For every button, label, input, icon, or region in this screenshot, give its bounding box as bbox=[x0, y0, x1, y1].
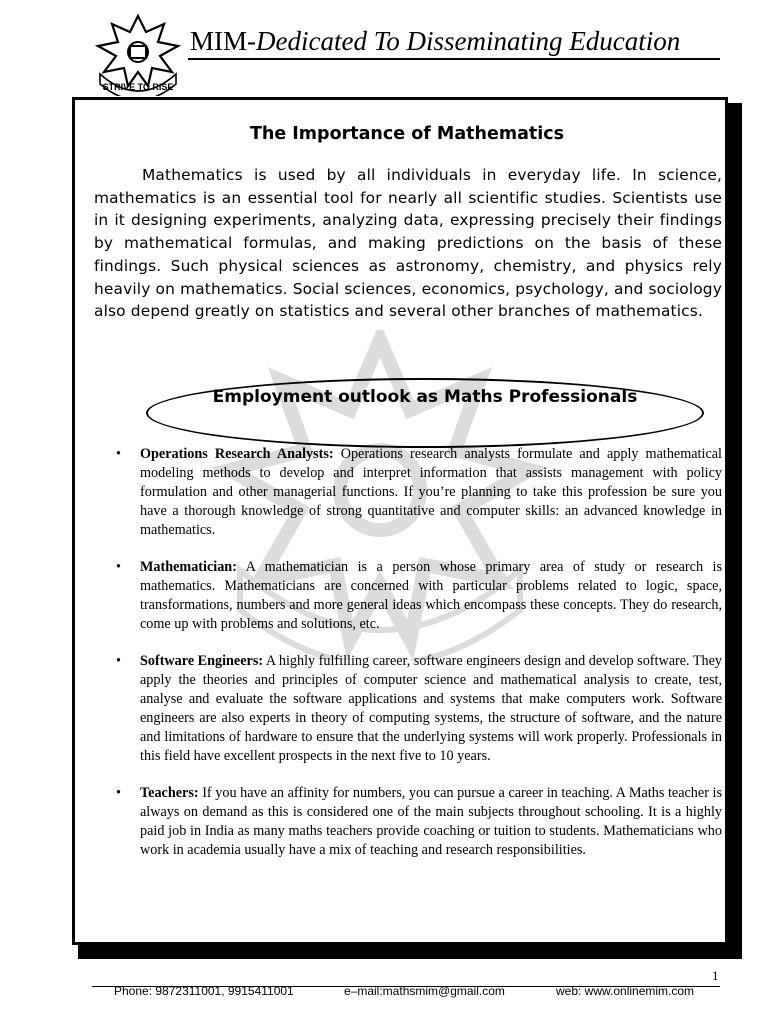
mim-logo bbox=[92, 12, 184, 96]
bullet-icon: • bbox=[116, 559, 121, 575]
page-title: The Importance of Mathematics bbox=[249, 124, 565, 144]
bullet-icon: • bbox=[116, 653, 121, 669]
list-item bbox=[112, 445, 722, 540]
header-brand: MIM bbox=[190, 26, 248, 56]
intro-paragraph: Mathematics is used by all individuals in everyday life. In science, mathematics is an essential tool for nearly all scientific studies. Scientists use in it designing experiments, analyzing data, expressing precisely their findings by mathematical formulas, and making predictions on the basis of these findings. Such physical sciences as astronomy, chemistry, and physics rely heavily on mathematics. Social sciences, economics, psychology, and sociology also depend greatly on statistics and several other branches of mathematics. bbox=[94, 166, 722, 321]
career-text: A mathematician is a person whose primary area of study or research is mathematics. Mathematicians are concerned with particular problems related to logic, space, transformations, numbers and more general ideas which encompass these concepts. They do research, come up with problems and solutions, etc. bbox=[140, 559, 722, 632]
career-term: Operations Research Analysts: bbox=[140, 446, 334, 462]
list-item bbox=[112, 652, 722, 766]
footer-email[interactable]: e–mail:mathsmim@gmail.com bbox=[344, 984, 505, 998]
career-term: Mathematician: bbox=[140, 559, 237, 575]
career-text: If you have an affinity for numbers, you can pursue a career in teaching. A Maths teacher is always on demand as this is considered one of the main subjects throughout schooling. It is a highly paid job in India as many maths teachers provide coaching or tuition to students. Mathematicians who work in academia usually have a mix of teaching and research responsibilities. bbox=[140, 785, 722, 858]
section-heading: Employment outlook as Maths Professionals bbox=[212, 387, 638, 407]
footer-phone: Phone: 9872311001, 9915411001 bbox=[114, 984, 294, 998]
header-underline bbox=[188, 58, 720, 60]
bullet-icon: • bbox=[116, 446, 121, 462]
header-title bbox=[190, 26, 680, 57]
logo-motto: STRIVE TO RISE bbox=[102, 82, 174, 92]
list-item bbox=[112, 784, 722, 860]
career-term: Software Engineers: bbox=[140, 653, 264, 669]
career-text: A highly fulfilling career, software engineers design and develop software. They apply the theories and principles of computer science and mathematical analysis to create, test, analyse and evaluate the software applications and systems that make computers work. Software engineers are also experts in theory of computing systems, the structure of software, and the nature and limitations of hardware to ensure that the underlying systems will work properly. Professionals in this field have excellent prospects in the next five to 10 years. bbox=[140, 653, 723, 764]
header-tagline: -Dedicated To Disseminating Education bbox=[247, 26, 681, 56]
career-term: Teachers: bbox=[140, 785, 199, 801]
list-item bbox=[112, 558, 722, 634]
careers-list bbox=[112, 445, 722, 878]
bullet-icon: • bbox=[116, 785, 121, 801]
footer-web[interactable]: web: www.onlinemim.com bbox=[556, 984, 695, 998]
career-text: Operations research analysts formulate and apply mathematical modeling methods to develop and interpret information that assists management with policy formulation and other managerial functions. If you’re planning to take this profession be sure you have a thorough knowledge of strong quantitative and computer skills: an advanced knowledge in mathematics. bbox=[140, 446, 722, 538]
page-number: 1 bbox=[712, 968, 719, 983]
